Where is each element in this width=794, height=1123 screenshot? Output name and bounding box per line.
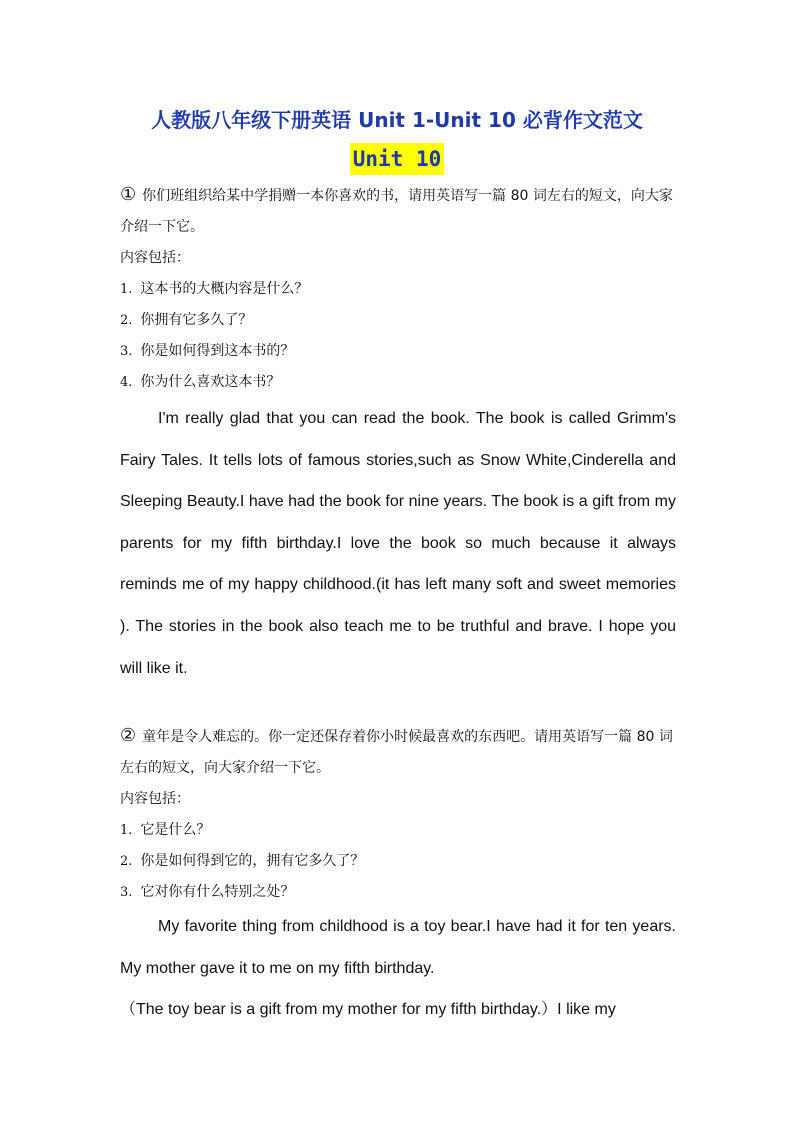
section-1-point: 2. 你拥有它多久了？ xyxy=(120,312,253,328)
section-2-essay xyxy=(120,906,676,1031)
section-2-point: 1. 它是什么？ xyxy=(120,822,211,838)
section-1-prompt xyxy=(120,179,676,398)
section-1-point: 4. 你为什么喜欢这本书？ xyxy=(120,374,281,390)
section-2-marker: ② xyxy=(120,725,137,746)
unit-heading: Unit 10 xyxy=(350,143,445,175)
section-1-content-label: 内容包括： xyxy=(120,250,190,266)
section-1-essay-text: I'm really glad that you can read the book. The book is called Grimm's Fairy Tales. It tells lots of famous stories,such as Snow White,Cinderella and Sleeping Beauty.I have had the book for nine years. The book is a gift from my parents for my fifth birthday.I love the book so much because it always reminds me of my happy childhood.(it has left many soft and sweet memories ). The stories in the book also teach me to be truthful and brave. I hope you will like it. xyxy=(120,410,676,677)
section-2-content-label: 内容包括： xyxy=(120,791,190,807)
section-2-task-text: 童年是令人难忘的。你一定还保存着你小时候最喜欢的东西吧。请用英语写一篇 80 词左右的短文，向大家介绍一下它。 xyxy=(120,729,673,776)
section-1-task-text: 你们班组织给某中学捐赠一本你喜欢的书，请用英语写一篇 80 词左右的短文，向大家介绍一下它。 xyxy=(120,188,673,235)
section-2-essay-p2: （The toy bear is a gift from my mother for my fifth birthday.）I like my xyxy=(120,1001,616,1019)
section-2-point: 3. 它对你有什么特别之处？ xyxy=(120,884,295,900)
section-2-prompt xyxy=(120,720,676,908)
section-1-task xyxy=(120,179,676,243)
unit-heading-wrap xyxy=(0,143,794,175)
section-2-essay-p1: My favorite thing from childhood is a toy bear.I have had it for ten years. My mother gave it to me on my fifth birthday. xyxy=(120,918,676,977)
section-2-task xyxy=(120,720,676,784)
section-1-point: 3. 你是如何得到这本书的？ xyxy=(120,343,295,359)
document-title: 人教版八年级下册英语 Unit 1-Unit 10 必背作文范文 xyxy=(151,108,643,132)
section-1-point: 1. 这本书的大概内容是什么？ xyxy=(120,281,309,297)
section-1-marker: ① xyxy=(120,184,137,205)
section-2-point: 2. 你是如何得到它的，拥有它多久了？ xyxy=(120,853,365,869)
section-1-essay xyxy=(120,398,676,689)
